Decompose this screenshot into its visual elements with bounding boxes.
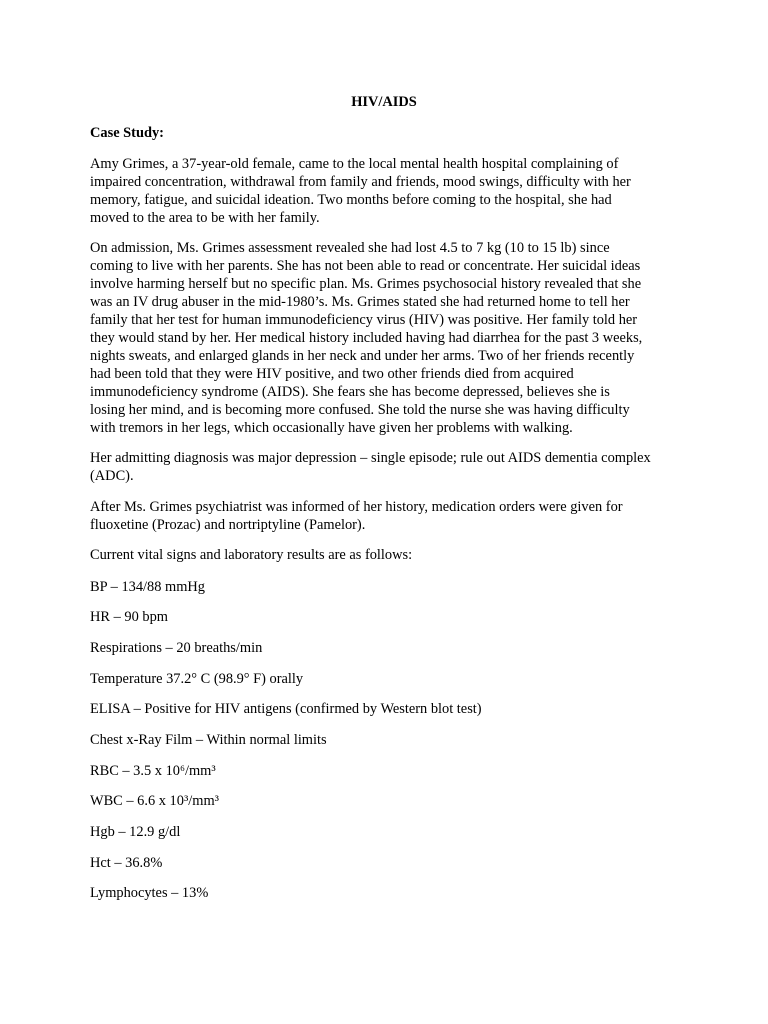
text-line: memory, fatigue, and suicidal ideation. Two months before coming to the hospital, she had (90, 192, 612, 208)
text-line: Current vital signs and laboratory results are as follows: (90, 547, 413, 563)
result-hr: HR – 90 bpm (90, 609, 168, 625)
paragraph-medications (90, 498, 690, 534)
paragraph-results-intro (90, 546, 690, 564)
result-respirations: Respirations – 20 breaths/min (90, 640, 263, 656)
text-line: After Ms. Grimes psychiatrist was informed of her history, medication orders were given for (90, 499, 623, 515)
result-chest-xray: Chest x-Ray Film – Within normal limits (90, 732, 327, 748)
text-line: Amy Grimes, a 37-year-old female, came to the local mental health hospital complaining of (90, 156, 619, 172)
document-title: HIV/AIDS (351, 94, 417, 110)
result-bp: BP – 134/88 mmHg (90, 579, 206, 595)
result-wbc: WBC – 6.6 x 10³/mm³ (90, 793, 219, 809)
text-line: had been told that they were HIV positive, and two other friends died from acquired (90, 366, 574, 382)
text-line: was an IV drug abuser in the mid-1980’s. Ms. Grimes stated she had returned home to tell her (90, 294, 630, 310)
text-line: they would stand by her. Her medical history included having had diarrhea for the past 3 weeks, (90, 330, 643, 346)
paragraph-intro (90, 155, 690, 227)
text-line: nights sweats, and enlarged glands in her neck and under her arms. Two of her friends recently (90, 348, 635, 364)
result-temperature: Temperature 37.2° C (98.9° F) orally (90, 671, 304, 687)
text-line: losing her mind, and is becoming more confused. She told the nurse she was having difficulty (90, 402, 630, 418)
text-line: fluoxetine (Prozac) and nortriptyline (Pamelor). (90, 517, 366, 533)
text-line: moved to the area to be with her family. (90, 210, 320, 226)
text-line: family that her test for human immunodeficiency virus (HIV) was positive. Her family told her (90, 312, 638, 328)
result-elisa: ELISA – Positive for HIV antigens (confirmed by Western blot test) (90, 701, 482, 717)
text-line: Her admitting diagnosis was major depression – single episode; rule out AIDS dementia complex (90, 450, 651, 466)
text-line: with tremors in her legs, which occasionally have given her problems with walking. (90, 420, 573, 436)
paragraph-diagnosis (90, 449, 690, 485)
paragraph-admission (90, 239, 690, 437)
text-line: (ADC). (90, 468, 134, 484)
result-lymphocytes: Lymphocytes – 13% (90, 885, 209, 901)
text-line: impaired concentration, withdrawal from family and friends, mood swings, difficulty with her (90, 174, 631, 190)
result-rbc: RBC – 3.5 x 10⁶/mm³ (90, 763, 216, 779)
text-line: involve harming herself but no specific plan. Ms. Grimes psychosocial history revealed that she (90, 276, 642, 292)
result-hct: Hct – 36.8% (90, 855, 163, 871)
text-line: On admission, Ms. Grimes assessment revealed she had lost 4.5 to 7 kg (10 to 15 lb) since (90, 240, 610, 256)
text-line: coming to live with her parents. She has not been able to read or concentrate. Her suicidal ideas (90, 258, 641, 274)
result-hgb: Hgb – 12.9 g/dl (90, 824, 181, 840)
text-line: immunodeficiency syndrome (AIDS). She fears she has become depressed, believes she is (90, 384, 610, 400)
case-study-heading: Case Study: (90, 125, 164, 141)
